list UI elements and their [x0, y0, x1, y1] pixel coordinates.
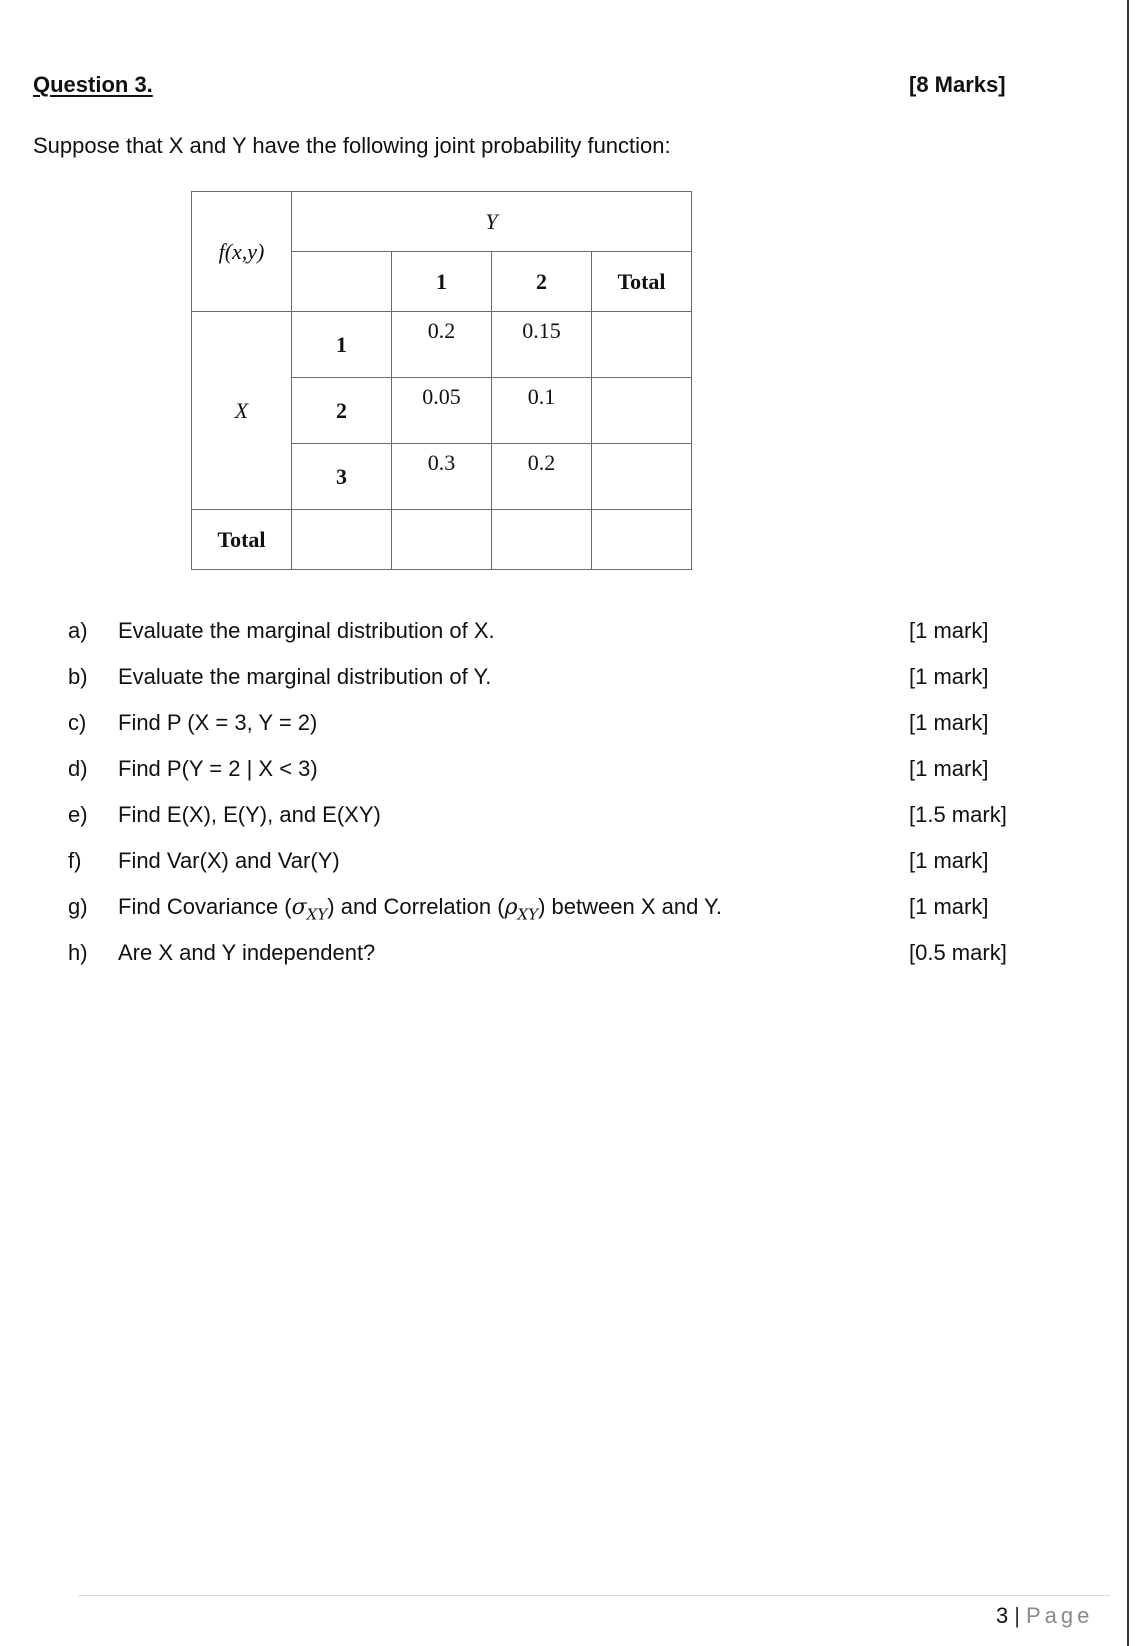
footer-divider	[78, 1595, 1110, 1596]
question-text: Are X and Y independent?	[118, 940, 376, 965]
question-text: Evaluate the marginal distribution of Y.	[118, 664, 492, 689]
table-total-cell	[592, 378, 692, 444]
question-title: Question 3.	[33, 72, 153, 97]
question-letter: a)	[68, 618, 88, 643]
table-cell: 0.3	[392, 444, 492, 510]
question-mark: [1 mark]	[909, 710, 989, 735]
table-cell: 0.05	[392, 378, 492, 444]
question-mark: [1.5 mark]	[909, 802, 1007, 827]
question-mark: [1 mark]	[909, 894, 989, 919]
table-cell: 0.15	[492, 312, 592, 378]
table-total-cell	[592, 510, 692, 570]
intro-text: Suppose that X and Y have the following joint probability function:	[33, 133, 671, 158]
sigma-symbol	[291, 895, 328, 924]
question-text: Find P (X = 3, Y = 2)	[118, 710, 318, 735]
question-mark: [1 mark]	[909, 664, 989, 689]
table-cell: 0.1	[492, 378, 592, 444]
question-text-part: ) and Correlation (	[327, 894, 505, 919]
question-text: Find Var(X) and Var(Y)	[118, 848, 340, 873]
sigma-subscript: XY	[306, 905, 328, 924]
page-edge-line	[1127, 0, 1129, 1646]
table-y-header: Y	[292, 192, 692, 252]
question-item	[68, 756, 1048, 786]
page-word: Page	[1025, 1603, 1094, 1628]
page-footer	[996, 1603, 1093, 1629]
question-letter: b)	[68, 664, 88, 689]
table-row-header: 2	[292, 378, 392, 444]
question-item	[68, 848, 1048, 878]
rho-char: ρ	[504, 895, 518, 920]
footer-separator: |	[1014, 1603, 1020, 1628]
question-item	[68, 664, 1048, 694]
page-number: 3	[996, 1603, 1009, 1628]
question-marks: [8 Marks]	[909, 72, 1006, 97]
question-text: Evaluate the marginal distribution of X.	[118, 618, 495, 643]
question-mark: [0.5 mark]	[909, 940, 1007, 965]
table-total-cell	[392, 510, 492, 570]
table-total-cell	[592, 312, 692, 378]
question-item	[68, 710, 1048, 740]
question-letter: d)	[68, 756, 88, 781]
table-total-cell	[492, 510, 592, 570]
question-text: Find P(Y = 2 | X < 3)	[118, 756, 318, 781]
question-text-covariance	[118, 894, 722, 923]
question-text-part: Find Covariance (	[118, 894, 292, 919]
table-total-cell	[292, 510, 392, 570]
question-text: Find E(X), E(Y), and E(XY)	[118, 802, 381, 827]
table-col-header: 2	[492, 252, 592, 312]
table-cell: 0.2	[492, 444, 592, 510]
question-mark: [1 mark]	[909, 756, 989, 781]
question-letter: g)	[68, 894, 88, 919]
table-col-header: 1	[392, 252, 492, 312]
question-item	[68, 894, 1048, 924]
table-total-row-label: Total	[192, 510, 292, 570]
table-row-header: 3	[292, 444, 392, 510]
question-mark: [1 mark]	[909, 618, 989, 643]
table-row-header: 1	[292, 312, 392, 378]
question-letter: f)	[68, 848, 82, 873]
rho-subscript: XY	[517, 905, 539, 924]
joint-probability-table	[191, 191, 692, 570]
sigma-char: σ	[291, 895, 307, 920]
question-mark: [1 mark]	[909, 848, 989, 873]
question-letter: e)	[68, 802, 88, 827]
question-item	[68, 802, 1048, 832]
table-corner-fxy: f(x,y)	[192, 192, 292, 312]
table-col-header: Total	[592, 252, 692, 312]
question-item	[68, 618, 1048, 648]
table-cell: 0.2	[392, 312, 492, 378]
rho-symbol	[504, 895, 539, 924]
question-item	[68, 940, 1048, 970]
table-x-header: X	[192, 312, 292, 510]
question-letter: h)	[68, 940, 88, 965]
question-letter: c)	[68, 710, 87, 735]
table-total-cell	[592, 444, 692, 510]
question-text-part: ) between X and Y.	[538, 894, 722, 919]
table-empty-cell	[292, 252, 392, 312]
